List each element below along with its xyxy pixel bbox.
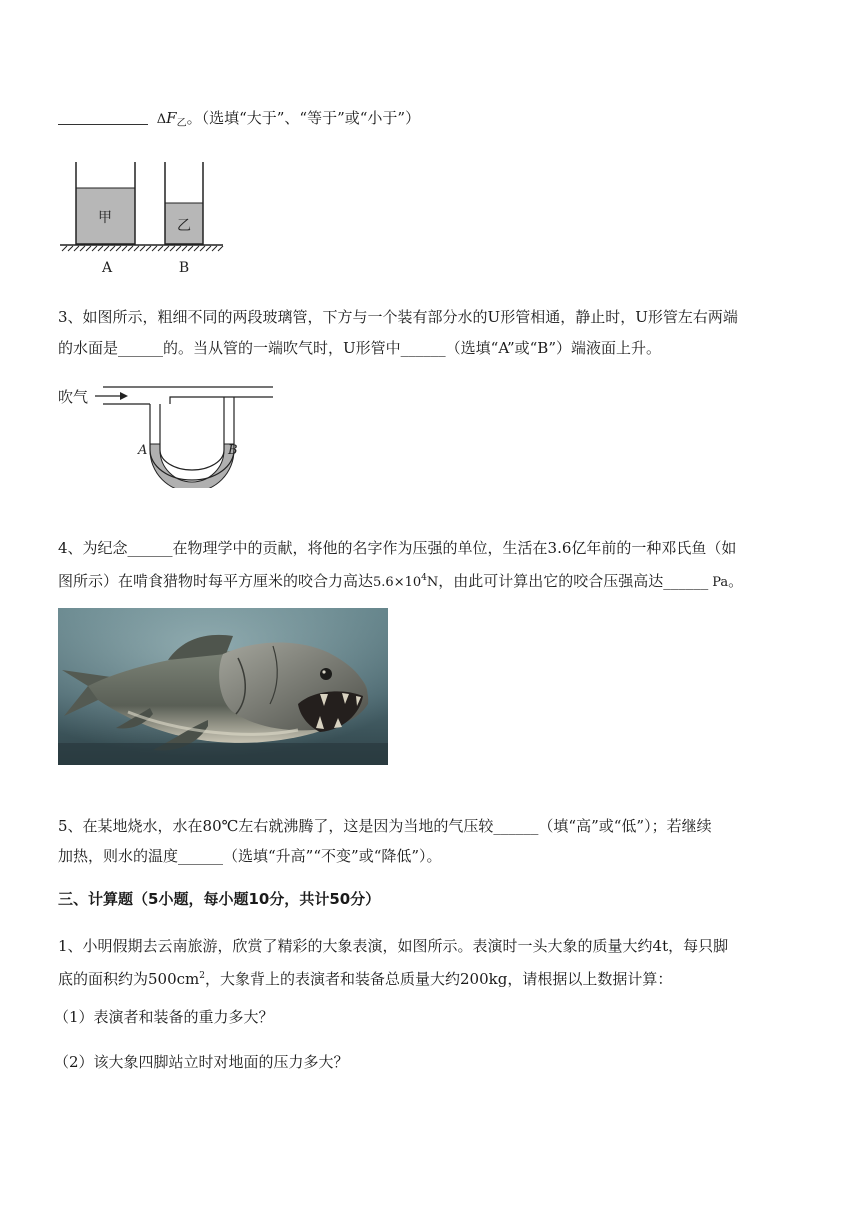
q2-options-text: 。（选填“大于”、“等于”或“小于”） bbox=[186, 109, 421, 127]
force-symbol: F bbox=[166, 109, 177, 127]
q3-text-c: （选填“A”或“B”）端液面上升。 bbox=[445, 339, 661, 357]
q4-line-1 bbox=[58, 538, 736, 558]
q5-line-2 bbox=[58, 846, 442, 866]
u-tube-figure bbox=[58, 378, 278, 488]
q4-line-2 bbox=[58, 568, 743, 593]
q3-text-b: 的。当从管的一端吹气时，U形管中 bbox=[163, 339, 401, 357]
q5-text-a: 5、在某地烧水，水在80℃左右就沸腾了，这是因为当地的气压较 bbox=[58, 817, 494, 835]
q5-text-d: （选填“升高”“不变”或“降低”）。 bbox=[223, 847, 442, 865]
label-a: A bbox=[101, 260, 113, 276]
q4-text-b: 在物理学中的贡献，将他的名字作为压强的单位，生活在3.6亿年前的一种邓氏鱼（如 bbox=[172, 539, 737, 557]
area-exponent: 2 bbox=[199, 971, 205, 981]
q3-line-1: 3、如图所示，粗细不同的两段玻璃管，下方与一个装有部分水的U形管相通，静止时，U形管左右两端 bbox=[58, 308, 738, 326]
q3-answer-blank-1[interactable]: ______ bbox=[118, 339, 164, 357]
q5-answer-blank-1[interactable]: ______ bbox=[493, 817, 539, 835]
c1-subquestion-1: （1）表演者和装备的重力多大？ bbox=[54, 1008, 274, 1026]
delta-symbol: Δ bbox=[156, 112, 167, 127]
c1-line-1: 1、小明假期去云南旅游，欣赏了精彩的大象表演，如图所示。表演时一头大象的质量大约4t，每只脚 bbox=[58, 937, 729, 955]
q2-tail-line bbox=[58, 108, 420, 134]
containers-diagram bbox=[58, 158, 228, 278]
q3-text-a: 的水面是 bbox=[58, 339, 119, 357]
u-tube-diagram bbox=[58, 378, 278, 488]
q4-answer-blank-2[interactable]: ______ bbox=[663, 572, 709, 590]
q4-answer-blank-1[interactable]: ______ bbox=[127, 539, 173, 557]
blow-label: 吹气 bbox=[58, 388, 89, 406]
q4-end-punct: 。 bbox=[728, 572, 744, 590]
u-tube-label-a: A bbox=[138, 443, 148, 458]
c1-line-2 bbox=[58, 966, 672, 989]
q5-text-c: 加热，则水的温度 bbox=[58, 847, 179, 865]
label-b: B bbox=[178, 260, 190, 276]
q5-answer-blank-2[interactable]: ______ bbox=[178, 847, 224, 865]
force-subscript: 乙 bbox=[176, 118, 187, 129]
q5-line-1 bbox=[58, 816, 712, 836]
containers-figure bbox=[58, 158, 228, 278]
q5-text-b: （填“高”或“低”）；若继续 bbox=[538, 817, 712, 835]
c1-text-a: 底的面积约为500cm bbox=[58, 970, 200, 988]
u-tube-liquid bbox=[150, 444, 234, 488]
q4-text-a: 4、为纪念 bbox=[58, 539, 128, 557]
answer-blank[interactable] bbox=[58, 110, 148, 125]
u-tube-label-b: B bbox=[228, 443, 238, 458]
u-tube-inner-wall bbox=[160, 404, 224, 470]
q3-line-2 bbox=[58, 338, 661, 358]
fish-eye bbox=[320, 668, 332, 680]
q3-answer-blank-2[interactable]: ______ bbox=[400, 339, 446, 357]
pressure-unit: Pa bbox=[712, 575, 729, 590]
dunkleosteus-image bbox=[58, 608, 388, 765]
section-heading: 三、计算题（5小题，每小题10分，共计50分） bbox=[58, 890, 381, 908]
tube-wide-bottom bbox=[170, 397, 273, 404]
container-b-label: 乙 bbox=[177, 218, 191, 234]
force-value: $5.6\times 10^4N$ bbox=[373, 573, 439, 590]
q4-text-c: 图所示）在啃食猎物时每平方厘米的咬合力高达 bbox=[58, 572, 374, 590]
blow-arrow-head bbox=[120, 392, 128, 400]
container-a-label: 甲 bbox=[98, 210, 112, 226]
c1-subquestion-2: （2）该大象四脚站立时对地面的压力多大？ bbox=[54, 1053, 349, 1071]
q4-text-d: ，由此可计算出它的咬合压强高达 bbox=[438, 572, 664, 590]
c1-text-b: ，大象背上的表演者和装备总质量大约200kg，请根据以上数据计算： bbox=[205, 970, 673, 988]
ground-hatching bbox=[62, 246, 223, 251]
fish-illustration bbox=[58, 608, 388, 765]
